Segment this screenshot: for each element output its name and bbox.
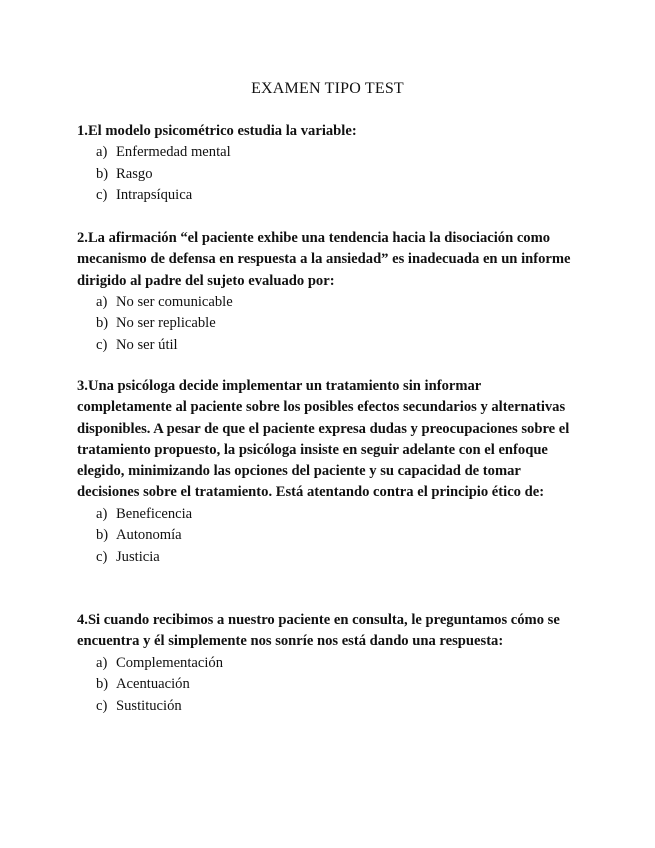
option-text: Enfermedad mental [116,144,231,161]
option-text: Rasgo [116,165,153,182]
option-text: Justicia [116,548,160,565]
option-b [77,164,572,186]
option-text: No ser útil [116,336,178,353]
option-text: Complementación [116,654,223,671]
option-letter: b) [96,676,109,693]
option-letter: b) [96,315,109,332]
option-c [77,696,572,718]
question-text: 1.El modelo psicométrico estudia la variable: [77,123,357,139]
option-letter: a) [96,654,108,671]
option-letter: a) [96,505,108,522]
option-text: Beneficencia [116,505,193,522]
options-list [77,292,572,357]
option-a [77,504,572,526]
option-letter: c) [96,187,108,204]
question-4 [77,610,572,717]
question-3 [77,376,572,568]
option-c [77,185,572,207]
option-letter: c) [96,548,108,565]
option-letter: c) [96,697,108,714]
question-1 [77,121,572,207]
option-b [77,674,572,696]
option-text: No ser replicable [116,315,216,332]
option-c [77,547,572,569]
question-text: 4.Si cuando recibimos a nuestro paciente en consulta, le preguntamos cómo se encuentra y él simplemente nos sonríe nos está dando una respuesta: [77,612,560,650]
options-list [77,142,572,207]
option-letter: a) [96,293,108,310]
question-text: 3.Una psicóloga decide implementar un tratamiento sin informar completamente al paciente sobre los posibles efectos secundarios y alternativas disponibles. A pesar de que el paciente expresa dudas y preocupaciones sobre el tratamiento propuesto, la psicóloga insiste en seguir adelante con el enfoque elegido, minimizando las opciones del paciente y su capacidad de tomar decisiones sobre el tratamiento. Está atentando contra el principio ético de: [77,378,570,501]
question-2 [77,228,572,356]
question-text: 2.La afirmación “el paciente exhibe una tendencia hacia la disociación como mecanismo de defensa en respuesta a la ansiedad” es inadecuada en un informe dirigido al padre del sujeto evaluado por: [77,230,571,289]
option-letter: a) [96,144,108,161]
option-text: No ser comunicable [116,293,233,310]
option-a [77,653,572,675]
page-title: EXAMEN TIPO TEST [251,80,404,97]
option-b [77,525,572,547]
option-text: Intrapsíquica [116,187,193,204]
option-b [77,313,572,335]
options-list [77,504,572,569]
option-c [77,335,572,357]
option-text: Autonomía [116,527,182,544]
option-letter: b) [96,527,109,544]
option-letter: b) [96,165,109,182]
option-text: Sustitución [116,697,182,714]
options-list [77,653,572,718]
option-text: Acentuación [116,676,190,693]
option-a [77,142,572,164]
option-a [77,292,572,314]
option-letter: c) [96,336,108,353]
